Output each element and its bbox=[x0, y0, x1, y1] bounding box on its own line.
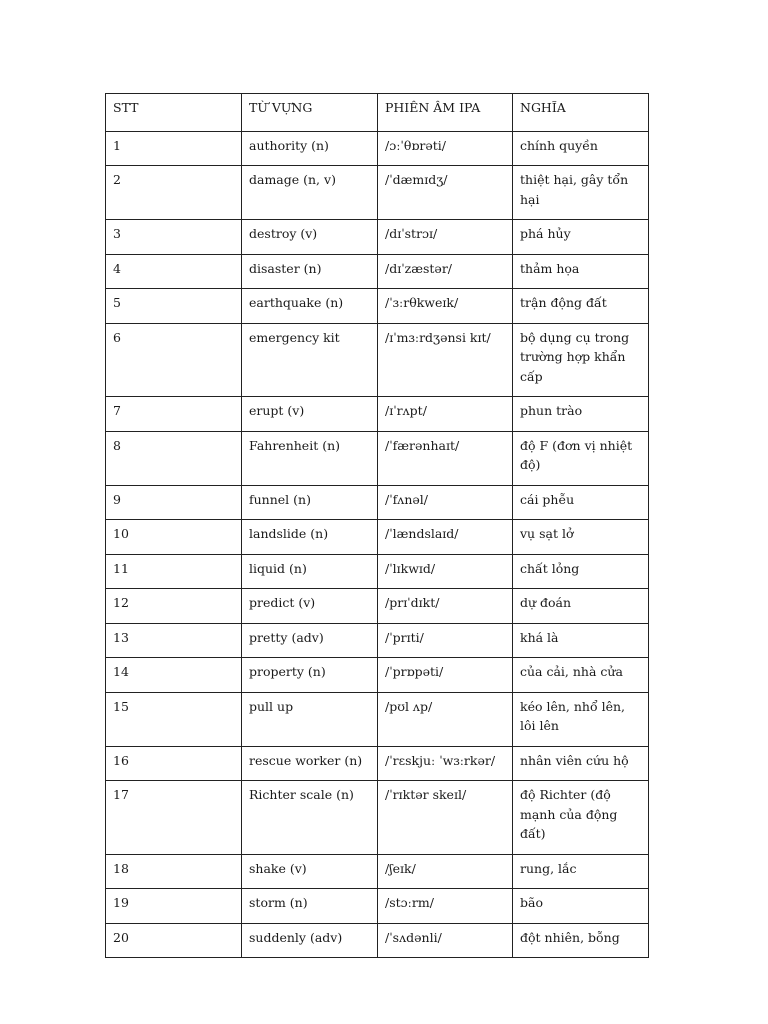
header-meaning: NGHĨA bbox=[513, 94, 649, 132]
cell-stt: 20 bbox=[106, 923, 242, 958]
table-row bbox=[106, 854, 649, 889]
cell-meaning: rung, lắc bbox=[513, 854, 649, 889]
cell-word: authority (n) bbox=[242, 131, 378, 166]
cell-meaning: đột nhiên, bỗng bbox=[513, 923, 649, 958]
cell-ipa: /ˈlændslaɪd/ bbox=[378, 520, 513, 555]
cell-word: earthquake (n) bbox=[242, 289, 378, 324]
table-row bbox=[106, 485, 649, 520]
table-row bbox=[106, 781, 649, 855]
cell-meaning: phun trào bbox=[513, 397, 649, 432]
table-row bbox=[106, 692, 649, 746]
cell-ipa: /ɪˈmɜːrdʒənsi kɪt/ bbox=[378, 323, 513, 397]
cell-stt: 5 bbox=[106, 289, 242, 324]
cell-ipa: /dɪˈzæstər/ bbox=[378, 254, 513, 289]
cell-stt: 10 bbox=[106, 520, 242, 555]
cell-meaning: dự đoán bbox=[513, 589, 649, 624]
cell-ipa: /ɪˈrʌpt/ bbox=[378, 397, 513, 432]
cell-ipa: /ʃeɪk/ bbox=[378, 854, 513, 889]
cell-meaning: bão bbox=[513, 889, 649, 924]
cell-word: Richter scale (n) bbox=[242, 781, 378, 855]
cell-word: destroy (v) bbox=[242, 220, 378, 255]
table-header bbox=[106, 94, 649, 132]
table-row bbox=[106, 623, 649, 658]
cell-ipa: /ɔːˈθɒrəti/ bbox=[378, 131, 513, 166]
cell-ipa: /ˈɜːrθkweɪk/ bbox=[378, 289, 513, 324]
table-row bbox=[106, 520, 649, 555]
cell-ipa: /stɔːrm/ bbox=[378, 889, 513, 924]
cell-stt: 15 bbox=[106, 692, 242, 746]
cell-meaning: khá là bbox=[513, 623, 649, 658]
table-row bbox=[106, 889, 649, 924]
table-row bbox=[106, 746, 649, 781]
cell-ipa: /ˈdæmɪdʒ/ bbox=[378, 166, 513, 220]
cell-meaning: bộ dụng cụ trong trường hợp khẩn cấp bbox=[513, 323, 649, 397]
cell-stt: 17 bbox=[106, 781, 242, 855]
cell-ipa: /pʊl ʌp/ bbox=[378, 692, 513, 746]
cell-word: erupt (v) bbox=[242, 397, 378, 432]
cell-meaning: thiệt hại, gây tổn hại bbox=[513, 166, 649, 220]
cell-ipa: /ˈrɛskjuː ˈwɜːrkər/ bbox=[378, 746, 513, 781]
cell-word: disaster (n) bbox=[242, 254, 378, 289]
cell-stt: 1 bbox=[106, 131, 242, 166]
cell-ipa: /ˈfʌnəl/ bbox=[378, 485, 513, 520]
cell-word: shake (v) bbox=[242, 854, 378, 889]
cell-stt: 11 bbox=[106, 554, 242, 589]
cell-word: pull up bbox=[242, 692, 378, 746]
cell-ipa: /ˈlɪkwɪd/ bbox=[378, 554, 513, 589]
cell-stt: 19 bbox=[106, 889, 242, 924]
vocabulary-table bbox=[105, 93, 649, 958]
cell-word: damage (n, v) bbox=[242, 166, 378, 220]
cell-word: storm (n) bbox=[242, 889, 378, 924]
cell-ipa: /ˈprɪti/ bbox=[378, 623, 513, 658]
table-row bbox=[106, 554, 649, 589]
cell-word: suddenly (adv) bbox=[242, 923, 378, 958]
cell-word: property (n) bbox=[242, 658, 378, 693]
cell-stt: 12 bbox=[106, 589, 242, 624]
header-ipa: PHIÊN ÂM IPA bbox=[378, 94, 513, 132]
cell-meaning: chất lỏng bbox=[513, 554, 649, 589]
cell-meaning: kéo lên, nhổ lên, lôi lên bbox=[513, 692, 649, 746]
cell-stt: 4 bbox=[106, 254, 242, 289]
table-row bbox=[106, 220, 649, 255]
cell-meaning: của cải, nhà cửa bbox=[513, 658, 649, 693]
table-row bbox=[106, 589, 649, 624]
table-row bbox=[106, 923, 649, 958]
header-row bbox=[106, 94, 649, 132]
cell-stt: 14 bbox=[106, 658, 242, 693]
cell-stt: 9 bbox=[106, 485, 242, 520]
cell-meaning: nhân viên cứu hộ bbox=[513, 746, 649, 781]
header-vocabulary: TỪ VỰNG bbox=[242, 94, 378, 132]
table-row bbox=[106, 254, 649, 289]
cell-ipa: /ˈrɪktər skeɪl/ bbox=[378, 781, 513, 855]
cell-word: emergency kit bbox=[242, 323, 378, 397]
cell-word: funnel (n) bbox=[242, 485, 378, 520]
cell-word: liquid (n) bbox=[242, 554, 378, 589]
cell-stt: 18 bbox=[106, 854, 242, 889]
cell-stt: 6 bbox=[106, 323, 242, 397]
cell-stt: 3 bbox=[106, 220, 242, 255]
table-row bbox=[106, 131, 649, 166]
cell-meaning: trận động đất bbox=[513, 289, 649, 324]
cell-ipa: /ˈprɒpəti/ bbox=[378, 658, 513, 693]
cell-stt: 2 bbox=[106, 166, 242, 220]
table-body bbox=[106, 131, 649, 958]
table-row bbox=[106, 658, 649, 693]
cell-stt: 8 bbox=[106, 431, 242, 485]
cell-meaning: độ Richter (độ mạnh của động đất) bbox=[513, 781, 649, 855]
table-row bbox=[106, 289, 649, 324]
cell-stt: 16 bbox=[106, 746, 242, 781]
cell-word: rescue worker (n) bbox=[242, 746, 378, 781]
cell-word: landslide (n) bbox=[242, 520, 378, 555]
cell-meaning: chính quyền bbox=[513, 131, 649, 166]
cell-word: predict (v) bbox=[242, 589, 378, 624]
cell-meaning: thảm họa bbox=[513, 254, 649, 289]
cell-ipa: /ˈfærənhaɪt/ bbox=[378, 431, 513, 485]
table-row bbox=[106, 431, 649, 485]
cell-ipa: /prɪˈdɪkt/ bbox=[378, 589, 513, 624]
cell-word: pretty (adv) bbox=[242, 623, 378, 658]
cell-stt: 7 bbox=[106, 397, 242, 432]
table-row bbox=[106, 397, 649, 432]
header-stt: STT bbox=[106, 94, 242, 132]
cell-ipa: /dɪˈstrɔɪ/ bbox=[378, 220, 513, 255]
cell-meaning: cái phễu bbox=[513, 485, 649, 520]
cell-word: Fahrenheit (n) bbox=[242, 431, 378, 485]
table-row bbox=[106, 323, 649, 397]
cell-meaning: phá hủy bbox=[513, 220, 649, 255]
cell-ipa: /ˈsʌdənli/ bbox=[378, 923, 513, 958]
cell-meaning: vụ sạt lở bbox=[513, 520, 649, 555]
cell-stt: 13 bbox=[106, 623, 242, 658]
cell-meaning: độ F (đơn vị nhiệt độ) bbox=[513, 431, 649, 485]
table-row bbox=[106, 166, 649, 220]
